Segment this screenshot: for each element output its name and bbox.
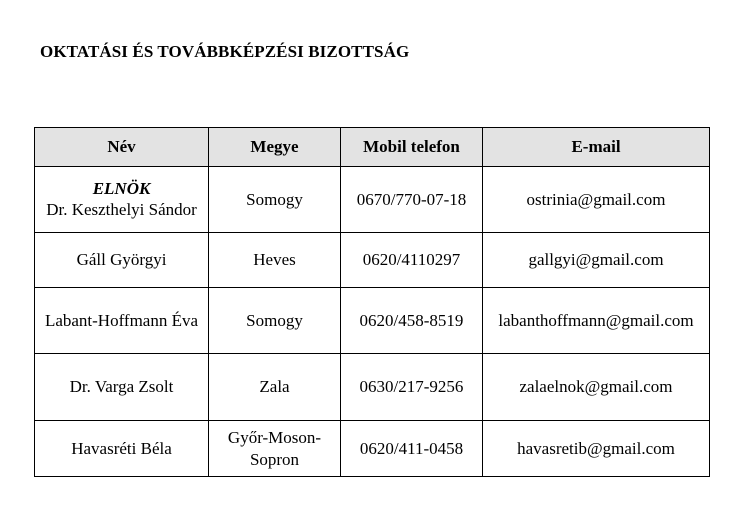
email-cell: gallgyi@gmail.com	[483, 233, 710, 288]
county-cell: Heves	[209, 233, 341, 288]
email-cell: labanthoffmann@gmail.com	[483, 288, 710, 354]
header-county: Megye	[209, 128, 341, 167]
phone-cell: 0620/458-8519	[341, 288, 483, 354]
table-row	[35, 233, 710, 288]
role-label: ELNÖK	[92, 178, 151, 198]
table-row	[35, 421, 710, 477]
table-header-row	[35, 128, 710, 167]
name-cell	[35, 167, 209, 233]
phone-cell: 0630/217-9256	[341, 354, 483, 421]
document-title: OKTATÁSI ÉS TOVÁBBKÉPZÉSI BIZOTTSÁG	[40, 42, 410, 61]
county-cell: Somogy	[209, 288, 341, 354]
header-phone: Mobil telefon	[341, 128, 483, 167]
table-row	[35, 354, 710, 421]
email-cell: zalaelnok@gmail.com	[483, 354, 710, 421]
county-cell: Somogy	[209, 167, 341, 233]
name-cell: Labant-Hoffmann Éva	[35, 288, 209, 354]
table-row	[35, 167, 710, 233]
county-cell: Zala	[209, 354, 341, 421]
header-name: Név	[35, 128, 209, 167]
name-cell: Gáll Györgyi	[35, 233, 209, 288]
phone-cell: 0620/411-0458	[341, 421, 483, 477]
phone-cell: 0670/770-07-18	[341, 167, 483, 233]
committee-table	[34, 127, 710, 477]
email-cell: ostrinia@gmail.com	[483, 167, 710, 233]
email-cell: havasretib@gmail.com	[483, 421, 710, 477]
member-name: Dr. Keszthelyi Sándor	[46, 199, 197, 219]
header-email: E-mail	[483, 128, 710, 167]
phone-cell: 0620/4110297	[341, 233, 483, 288]
name-cell: Dr. Varga Zsolt	[35, 354, 209, 421]
county-cell: Győr-Moson-Sopron	[209, 421, 341, 477]
name-cell: Havasréti Béla	[35, 421, 209, 477]
table-row	[35, 288, 710, 354]
